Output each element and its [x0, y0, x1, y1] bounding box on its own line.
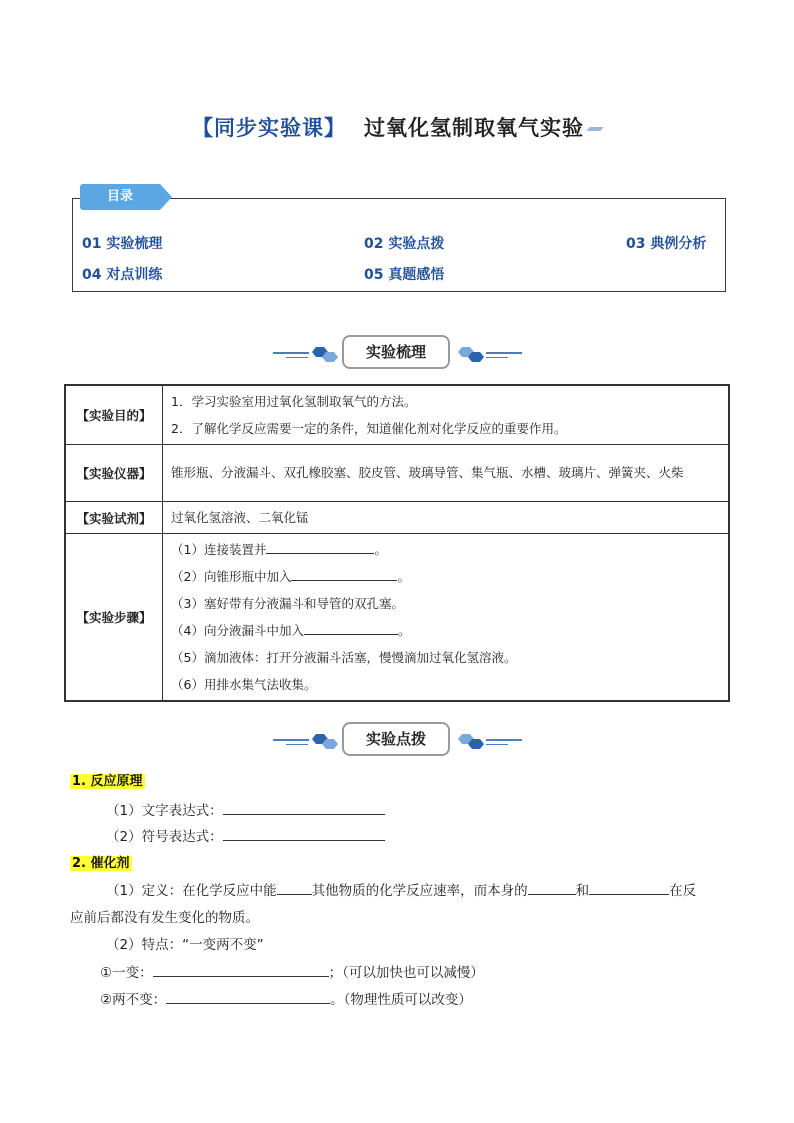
catalyst-feature-line: （2）特点：“一变两不变” [106, 937, 264, 953]
header-line-right [486, 352, 522, 354]
title-swoosh-decoration [586, 127, 603, 131]
subheading-text: 1. 反应原理 [72, 774, 143, 789]
section-header-experiment-review [0, 335, 794, 371]
section-header-experiment-tips [0, 722, 794, 758]
row-label: 【实验步骤】 [65, 534, 163, 702]
header-line-left-thin [286, 744, 308, 745]
header-line-left [273, 739, 309, 741]
header-line-right-thin [486, 357, 508, 358]
row-label: 【实验目的】 [65, 385, 163, 445]
row-label: 【实验试剂】 [65, 502, 163, 534]
point-text: 其他物质的化学反应速率，而本身的 [311, 883, 528, 899]
point-text: （2）符号表达式： [106, 829, 223, 845]
catalyst-definition-line2: 应前后都没有发生变化的物质。 [70, 910, 259, 926]
page-title [0, 112, 794, 142]
reagents-text: 过氧化氢溶液、二氧化锰 [171, 510, 309, 525]
toc-tab-label: 目录 [106, 189, 133, 204]
two-unchanged-line [100, 988, 472, 1008]
step-text: 。 [397, 569, 410, 584]
toc-item-experiment-review[interactable]: 01 实验梳理 [82, 236, 163, 252]
point-text: ①一变： [100, 965, 153, 981]
title-main: 过氧化氢制取氧气实验 [364, 116, 584, 140]
answer-blank[interactable] [589, 880, 669, 895]
step-text: 。 [397, 623, 411, 638]
answer-blank[interactable] [528, 880, 576, 895]
section-title: 实验点拨 [342, 722, 450, 756]
step-2 [171, 563, 720, 590]
answer-blank[interactable] [277, 880, 312, 895]
answer-blank[interactable] [153, 962, 329, 977]
step-1 [171, 536, 720, 563]
header-line-left [273, 352, 309, 354]
step-text: 。 [374, 542, 387, 557]
toc-item-real-questions[interactable]: 05 真题感悟 [364, 267, 445, 283]
word-equation-line [106, 799, 385, 819]
table-row-apparatus [65, 445, 729, 502]
step-text: （2）向锥形瓶中加入 [171, 569, 292, 584]
row-content [163, 502, 730, 534]
one-change-line [100, 961, 484, 981]
header-line-right [486, 739, 522, 741]
answer-blank[interactable] [223, 800, 385, 815]
purpose-line: 2．了解化学反应需要一定的条件，知道催化剂对化学反应的重要作用。 [171, 421, 567, 436]
point-text: （1）定义：在化学反应中能 [106, 883, 277, 899]
table-row-reagents [65, 502, 729, 534]
subheading-text: 2. 催化剂 [72, 856, 130, 871]
step-3: （3）塞好带有分液漏斗和导管的双孔塞。 [171, 596, 404, 611]
toc-tab-arrow [160, 184, 172, 210]
point-text: 在反 [669, 883, 697, 899]
answer-blank[interactable] [304, 620, 398, 635]
title-bracket: 【同步实验课】 [192, 116, 346, 140]
header-line-left-thin [286, 357, 308, 358]
answer-blank[interactable] [291, 566, 397, 581]
point-text: （1）文字表达式： [106, 803, 223, 819]
section-title: 实验梳理 [342, 335, 450, 369]
step-text: （1）连接装置并 [171, 542, 267, 557]
step-text: （4）向分液漏斗中加入 [171, 623, 304, 638]
row-content [163, 445, 730, 502]
toc-tab [80, 184, 170, 210]
purpose-line: 1．学习实验室用过氧化氢制取氧气的方法。 [171, 394, 417, 409]
header-line-right-thin [486, 744, 508, 745]
answer-blank[interactable] [266, 539, 374, 554]
row-content [163, 534, 730, 702]
point-text: ②两不变： [100, 992, 167, 1008]
apparatus-text: 锥形瓶、分液漏斗、双孔橡胶塞、胶皮管、玻璃导管、集气瓶、水槽、玻璃片、弹簧夹、火柴 [171, 465, 684, 480]
toc-item-experiment-tips[interactable]: 02 实验点拨 [364, 236, 445, 252]
subheading-catalyst [70, 852, 132, 871]
experiment-table [64, 384, 730, 702]
row-content [163, 385, 730, 445]
point-text: 。（物理性质可以改变） [330, 992, 472, 1008]
answer-blank[interactable] [166, 989, 330, 1004]
table-row-steps [65, 534, 729, 702]
subheading-reaction-principle [70, 770, 145, 789]
point-text: ；（可以加快也可以减慢） [328, 965, 484, 981]
catalyst-definition-line1 [106, 879, 696, 899]
table-row-purpose [65, 385, 729, 445]
symbol-equation-line [106, 825, 385, 845]
toc-item-example-analysis[interactable]: 03 典例分析 [626, 236, 707, 252]
toc-item-practice[interactable]: 04 对点训练 [82, 267, 163, 283]
step-4 [171, 617, 720, 644]
row-label: 【实验仪器】 [65, 445, 163, 502]
point-text: 和 [575, 883, 590, 899]
step-6: （6）用排水集气法收集。 [171, 677, 317, 692]
answer-blank[interactable] [223, 826, 385, 841]
step-5: （5）滴加液体：打开分液漏斗活塞，慢慢滴加过氧化氢溶液。 [171, 650, 517, 665]
